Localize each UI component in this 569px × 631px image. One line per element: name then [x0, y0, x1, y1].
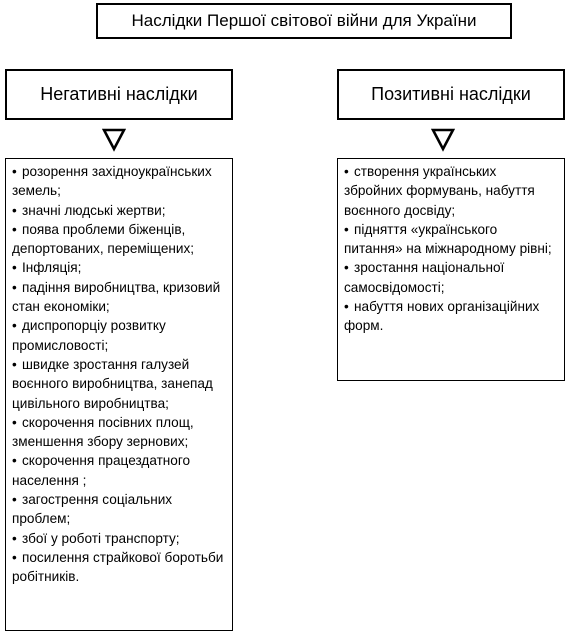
bullet-icon: • — [12, 549, 17, 565]
list-item-text: падіння виробництва, кризовий стан економіки; — [12, 279, 221, 315]
list-item — [12, 548, 226, 587]
diagram-title-text: Наслідки Першої світової війни для України — [131, 11, 477, 30]
negative-consequences-list — [5, 158, 233, 631]
list-item-text: значні людські жертви; — [22, 202, 166, 218]
list-item-text: збої у роботі транспорту; — [22, 530, 180, 546]
list-item-text: скорочення працездатного населення ; — [12, 453, 191, 488]
list-item — [12, 220, 226, 259]
negative-header — [5, 69, 233, 120]
diagram-title — [96, 3, 512, 39]
list-item-text: створення українських збройних формувань, набуття воєнного досвіду; — [344, 164, 535, 218]
bullet-icon: • — [344, 299, 349, 315]
bullet-icon: • — [344, 164, 349, 179]
list-item — [344, 162, 558, 220]
bullet-icon: • — [12, 260, 17, 276]
list-item — [344, 258, 558, 297]
list-item-text: підняття «українського питання» на міжнародному рівні; — [344, 221, 552, 257]
bullet-icon: • — [12, 530, 17, 546]
bullet-icon: • — [12, 414, 17, 430]
positive-header — [337, 69, 565, 120]
list-item — [12, 413, 226, 452]
list-item-text: загострення соціальних проблем; — [12, 492, 173, 527]
list-item — [12, 162, 226, 201]
list-item-text: Інфляція; — [22, 260, 82, 276]
list-item — [12, 258, 226, 277]
bullet-icon: • — [344, 260, 349, 276]
list-item — [12, 529, 226, 548]
list-item-text: поява проблеми біженців, депортованих, переміщених; — [12, 221, 195, 257]
list-item — [12, 355, 226, 413]
bullet-icon: • — [12, 492, 17, 508]
bullet-icon: • — [344, 221, 349, 237]
list-item-text: посилення страйкової боротьби робітників. — [12, 549, 224, 585]
bullet-icon: • — [12, 202, 17, 218]
positive-header-text: Позитивні наслідки — [371, 84, 531, 104]
list-item — [12, 451, 226, 490]
positive-consequences-list — [337, 158, 565, 381]
down-triangle-icon — [102, 128, 126, 152]
bullet-icon: • — [12, 318, 17, 334]
list-item-text: розорення західноукраїнських земель; — [12, 164, 212, 199]
list-item — [12, 201, 226, 220]
list-item — [344, 220, 558, 259]
list-item — [12, 490, 226, 529]
list-item-text: диспропорціу розвитку промисловості; — [12, 318, 166, 353]
negative-header-text: Негативні наслідки — [40, 84, 198, 104]
bullet-icon: • — [12, 279, 17, 295]
bullet-icon: • — [12, 221, 17, 237]
list-item — [12, 278, 226, 317]
bullet-icon: • — [12, 164, 17, 179]
list-item-text: набуття нових організаційних форм. — [344, 299, 540, 334]
list-item-text: швидке зростання галузей воєнного виробництва, занепад цивільного виробництва; — [12, 356, 213, 411]
list-item-text: зростання національної самосвідомості; — [344, 260, 505, 295]
list-item — [12, 316, 226, 355]
list-item — [344, 297, 558, 336]
negative-items — [12, 162, 226, 587]
positive-items — [344, 162, 558, 336]
list-item-text: скорочення посівних площ, зменшення збору зернових; — [12, 414, 194, 450]
bullet-icon: • — [12, 453, 17, 469]
bullet-icon: • — [12, 356, 17, 372]
down-triangle-icon — [431, 128, 455, 152]
